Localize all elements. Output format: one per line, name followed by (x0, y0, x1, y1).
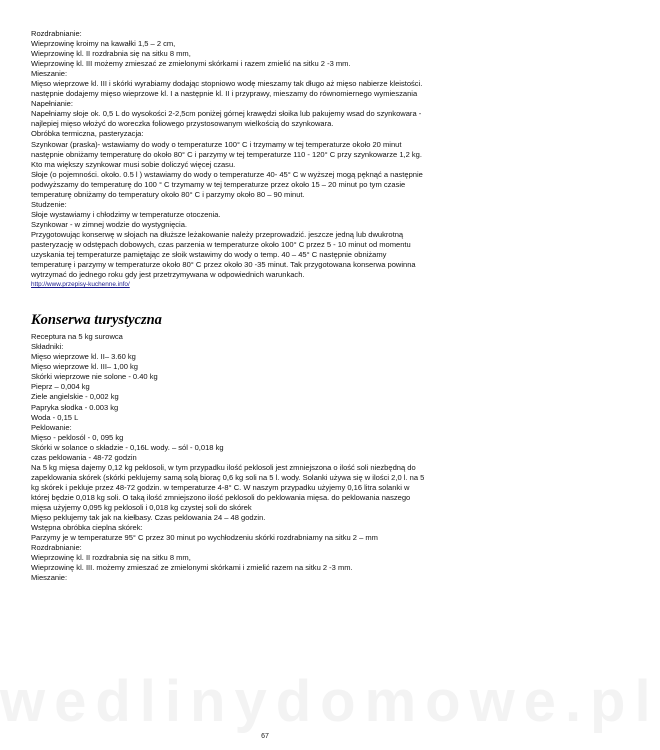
text-line: uzyskania tej temperaturze pamiętając ze słoik wstawimy do wody o temp. 40 – 45° C następnie obniżamy (31, 250, 387, 260)
text-line: której będzie 0,018 kg soli. O taką ilość zmniejszono ilość peklosoli do peklowania mięsa. do peklowania naszego (31, 492, 411, 502)
text-line: Mięso - peklosól - 0, 095 kg (31, 432, 124, 442)
text-line: Szynkowar - w zimnej wodzie do wystygnięcia. (31, 219, 188, 229)
document-page (31, 29, 503, 583)
text-line: Ziele angielskie - 0,002 kg (31, 392, 119, 402)
text-line: wytrzymać do jednego roku gdy jest przetrzymywana w odpowiednich warunkach. (31, 270, 305, 280)
text-line: Papryka słodka - 0.003 kg (31, 402, 119, 412)
text-line: Rozdrabnianie: (31, 543, 82, 553)
text-line: mięsa użyjemy 0,095 kg peklosoli i 0,018 kg czystej soli do skórek (31, 502, 252, 512)
text-line: Składniki: (31, 342, 64, 352)
section-title: Konserwa turystyczna (31, 312, 162, 329)
text-line: Na 5 kg mięsa dajemy 0,12 kg peklosoli, w tym przypadku ilość peklosoli jest zmniejszona o ilość soli niezbędną do (31, 462, 416, 472)
text-line: Obróbka termiczna, pasteryzacja: (31, 129, 144, 139)
text-line: czas peklowania - 48-72 godzin (31, 452, 137, 462)
text-line: Mięso peklujemy tak jak na kiełbasy. Czas peklowania 24 – 48 godzin. (31, 513, 266, 523)
text-line: Parzymy je w temperaturze 95° C przez 30 minut po wychłodzeniu skórki rozdrabniamy na sitku 2 – mm (31, 533, 378, 543)
text-line: Kto ma większy szynkowar musi sobie doliczyć więcej czasu. (31, 159, 236, 169)
source-link[interactable]: http://www.przepisy-kuchenne.info/ (31, 281, 130, 289)
text-line: pasteryzację w odstępach dobowych, czas parzenia w temperaturze około 100° C przez 5 - 10 minut od momentu (31, 239, 411, 249)
text-line: Peklowanie: (31, 422, 72, 432)
text-line: następnie obniżamy temperaturę do około 80° C i parzymy w tej temperaturze 110 - 120° C przy szynkowarze 1,2 kg. (31, 149, 422, 159)
text-line: Wieprzowinę kl. III. możemy zmieszać ze zmielonymi skórkami i zmielić razem na sitku 2 -3 mm. (31, 563, 353, 573)
text-line: Woda - 0,15 L (31, 412, 79, 422)
watermark-logo: wedlinydomowe.pl (0, 669, 660, 734)
text-line: Pieprz – 0,004 kg (31, 382, 90, 392)
text-line: Wieprzowinę kl. III możemy zmieszać ze zmielonymi skórkami i razem zmielić na sitku 2 -3 mm. (31, 59, 351, 69)
text-line: Napełnianie: (31, 99, 73, 109)
text-line: zapeklowania skórek (skórki peklujemy samą solą bioraç 0,6 kg soli na 5 l. wody. Solanki używa się w ilości 2,0 l. na 5 (31, 472, 425, 482)
text-line: Napełniamy słoje ok. 0,5 L do wysokości 2-2,5cm poniżej górnej krawędzi słoika lub pakujemy wsad do szynkowara - (31, 109, 422, 119)
page-number: 67 (261, 733, 269, 740)
text-line: Studzenie: (31, 199, 67, 209)
text-line: Przygotowując konserwę w słojach na dłuższe leżakowanie należy przeprowadzić. jeszcze jedną lub dwukrotną (31, 229, 404, 239)
text-line: następnie dodajemy mięso wieprzowe kl. I a następnie kl. II i przyprawy, mieszamy do równomiernego wymieszania (31, 89, 418, 99)
text-line: Mięso wieprzowe kl. III– 1,00 kg (31, 362, 138, 372)
text-line: kg skórek i pekluje przez 48-72 godzin. w temperaturze 4-8° C. W naszym przypadku użyjemy 0,16 litra solanki w (31, 482, 410, 492)
text-line: podwyższamy do temperaturę do 100 ° C trzymamy w tej temperaturze przez około 15 – 20 minut po tym czasie (31, 179, 406, 189)
text-line: najlepiej mięso włożyć do woreczka foliowego przystosowanym wielkością do szynkowara. (31, 119, 334, 129)
text-line: Wstępna obróbka cieplna skórek: (31, 523, 143, 533)
text-line: Szynkowar (praska)- wstawiamy do wody o temperaturze 100° C i trzymamy w tej temperaturze około 20 minut (31, 139, 402, 149)
text-line: Rozdrabnianie: (31, 29, 82, 38)
text-line: Receptura na 5 kg surowca (31, 332, 123, 342)
text-line: Mięso wieprzowe kl. II– 3.60 kg (31, 352, 136, 362)
text-line: Skórki wieprzowe nie solone - 0.40 kg (31, 372, 158, 382)
text-line: Mieszanie: (31, 573, 68, 583)
text-line: Wieprzowinę kl. II rozdrabnia się na sitku 8 mm, (31, 49, 191, 59)
text-line: Mieszanie: (31, 69, 68, 79)
text-line: Skórki w solance o składzie - 0,16L wody. – sól - 0,018 kg (31, 442, 224, 452)
text-line: Wieprzowinę kroimy na kawałki 1,5 – 2 cm, (31, 39, 176, 49)
text-line: Słoje (o pojemności. około. 0.5 l ) wstawiamy do wody o temperaturze 40- 45° C w wyższej mogą pęknąć a następnie (31, 169, 423, 179)
text-line: Słoje wystawiamy i chłodzimy w temperaturze otoczenia. (31, 209, 221, 219)
text-line: Mięso wieprzowe kl. III i skórki wyrabiamy dodając stopniowo wodę mieszamy tak długo aż mięso nabierze kleistości. (31, 79, 423, 89)
text-line: temperaturę obniżamy do temperatury około 80° C i parzymy około 80 – 90 minut. (31, 189, 305, 199)
text-line: Wieprzowinę kl. II rozdrabnia się na sitku 8 mm, (31, 553, 191, 563)
text-line: temperaturę i parzymy w temperaturze około 80° C przez około 30 -35 minut. Tak przygotowana konserwa powinna (31, 260, 416, 270)
